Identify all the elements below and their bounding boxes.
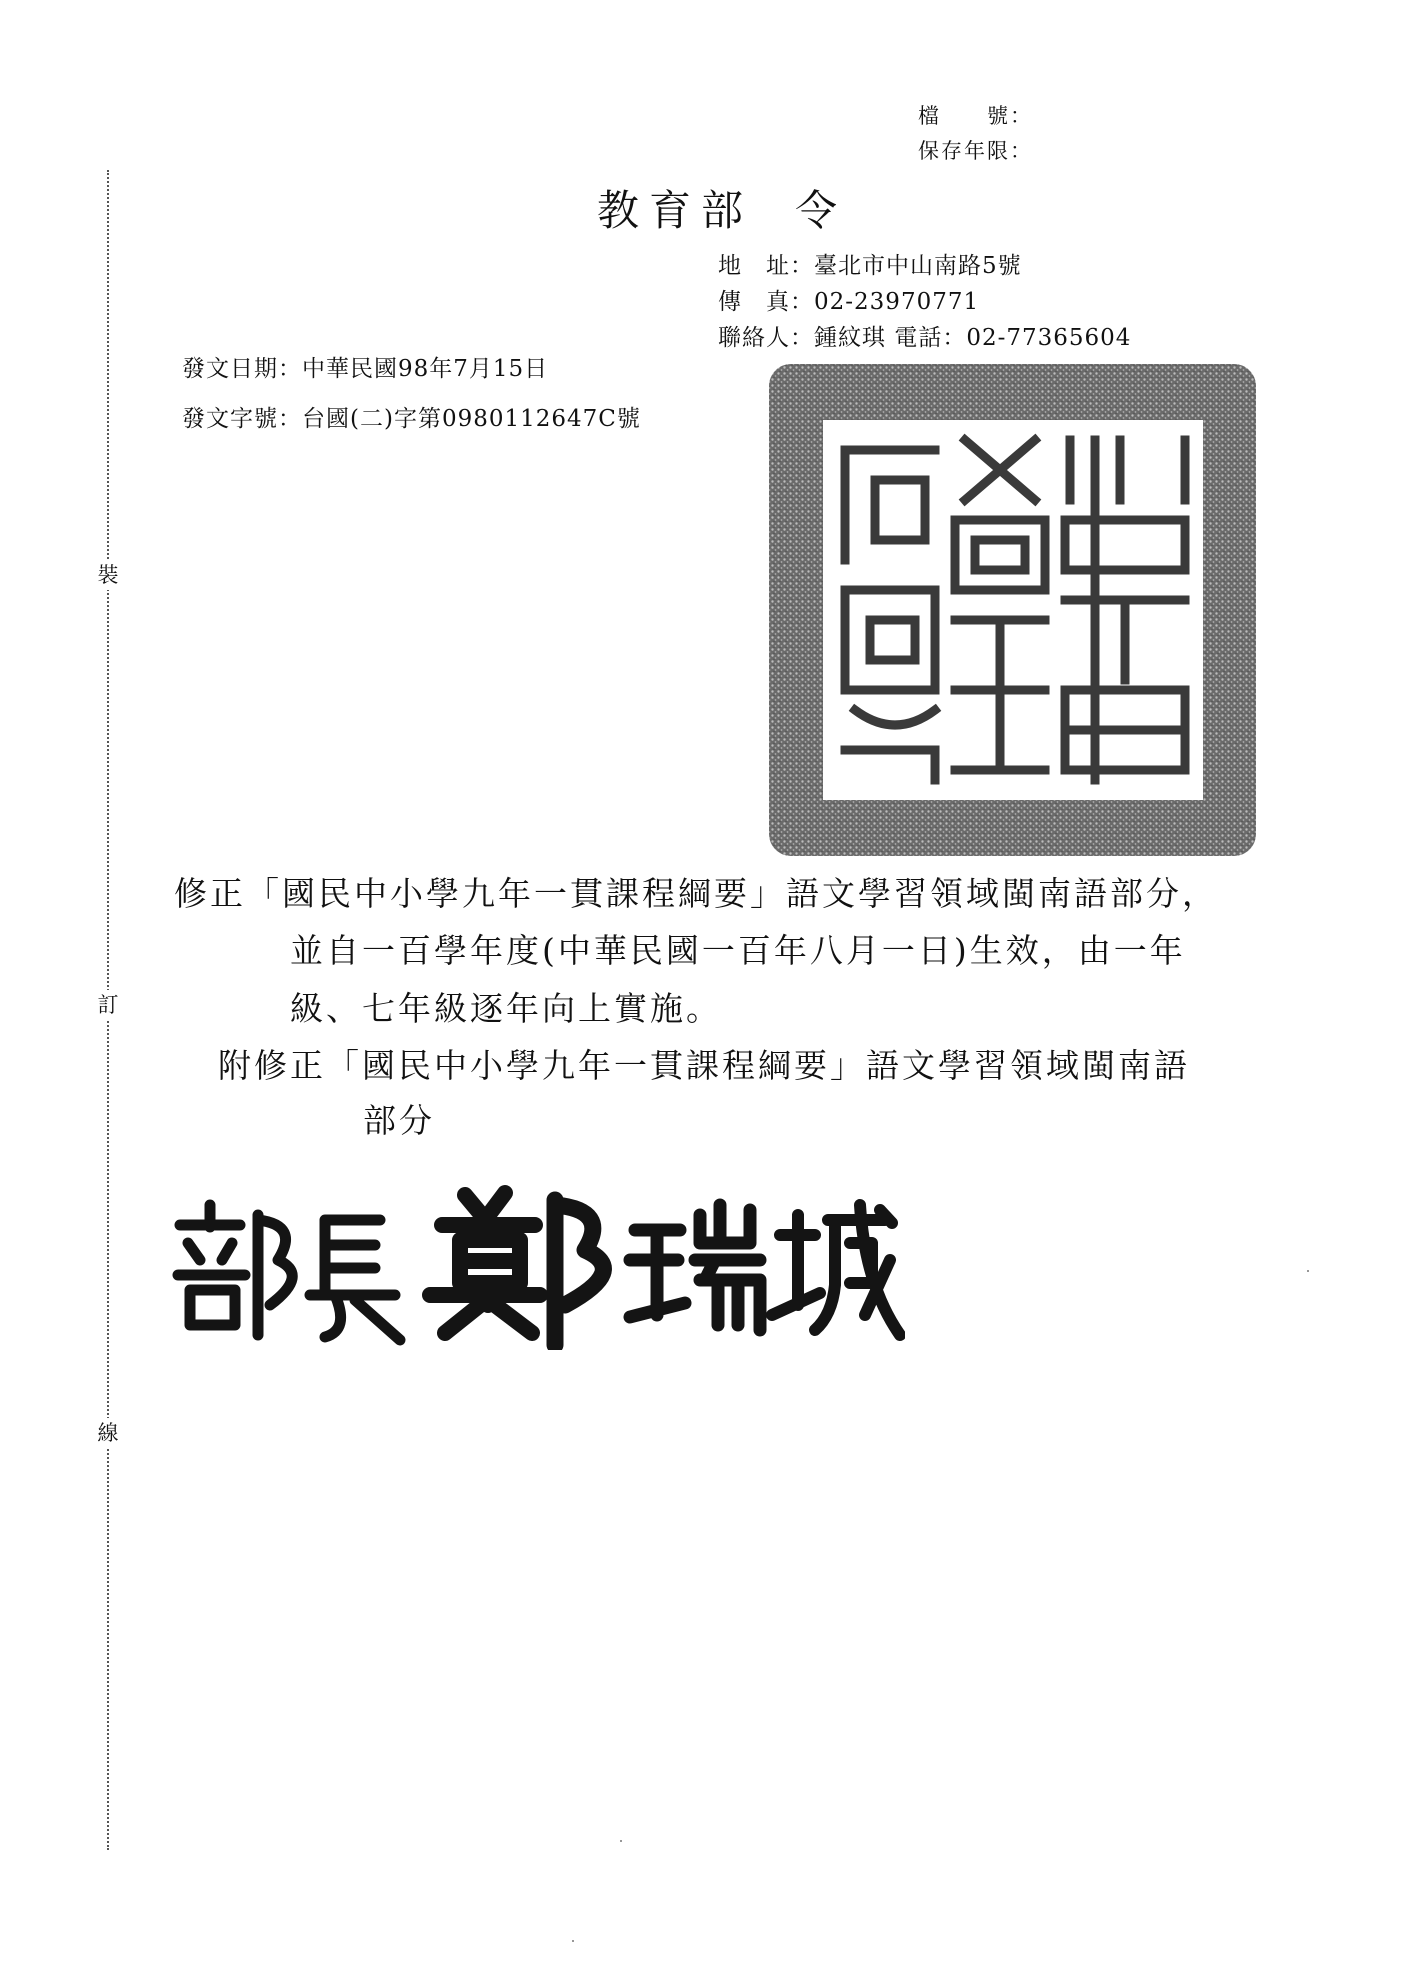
fax-value: 02-23970771 [814, 289, 980, 315]
seal-icon [765, 360, 1260, 860]
issue-block [182, 344, 641, 444]
contact-block [718, 248, 1131, 356]
binding-char-xian: 線 [94, 1418, 122, 1448]
scan-speck [620, 1840, 622, 1842]
phone-value: 02-77365604 [966, 325, 1132, 351]
address-label: 地 址： [718, 253, 814, 279]
contact-row [718, 320, 1131, 356]
issue-number: 台國(二)字第0980112647C號 [302, 406, 641, 432]
signature-icon [160, 1165, 905, 1350]
body-line-2: 並自一百學年度(中華民國一百年八月一日)生效，由一年 [290, 931, 1186, 970]
official-seal [765, 360, 1260, 860]
issue-number-label: 發文字號： [182, 406, 302, 432]
retention-label: 保存年限： [918, 139, 1033, 163]
phone-label: 電話： [894, 325, 967, 351]
doc-type: 令 [795, 186, 848, 235]
agency-name: 教育部 [597, 186, 754, 235]
fax-row [718, 284, 1131, 320]
address-row [718, 248, 1131, 284]
issue-date-row [182, 344, 641, 394]
address-value: 臺北市中山南路5號 [814, 253, 1022, 279]
fax-label: 傳 真： [718, 289, 814, 315]
body-line-1: 修正「國民中小學九年一貫課程綱要」語文學習領域閩南語部分， [174, 874, 1218, 913]
issue-date-label: 發文日期： [182, 356, 302, 382]
contact-label: 聯絡人： [718, 325, 814, 351]
minister-signature [160, 1165, 905, 1350]
attachment-line-1: 附修正「國民中小學九年一貫課程綱要」語文學習領域閩南語 [218, 1046, 1190, 1085]
attachment-line-2: 部分 [363, 1101, 435, 1140]
body-line-3: 級、七年級逐年向上實施。 [290, 989, 722, 1028]
contact-person: 鍾紋琪 [814, 325, 886, 351]
binding-char-ding: 訂 [94, 990, 122, 1020]
scan-speck [1307, 1270, 1309, 1272]
doc-title [597, 178, 847, 238]
issue-number-row [182, 394, 641, 444]
scan-speck [572, 1940, 574, 1942]
file-number-label: 檔 號： [918, 104, 1033, 128]
binding-char-zhuang: 裝 [94, 560, 122, 590]
issue-date: 中華民國98年7月15日 [302, 356, 549, 382]
